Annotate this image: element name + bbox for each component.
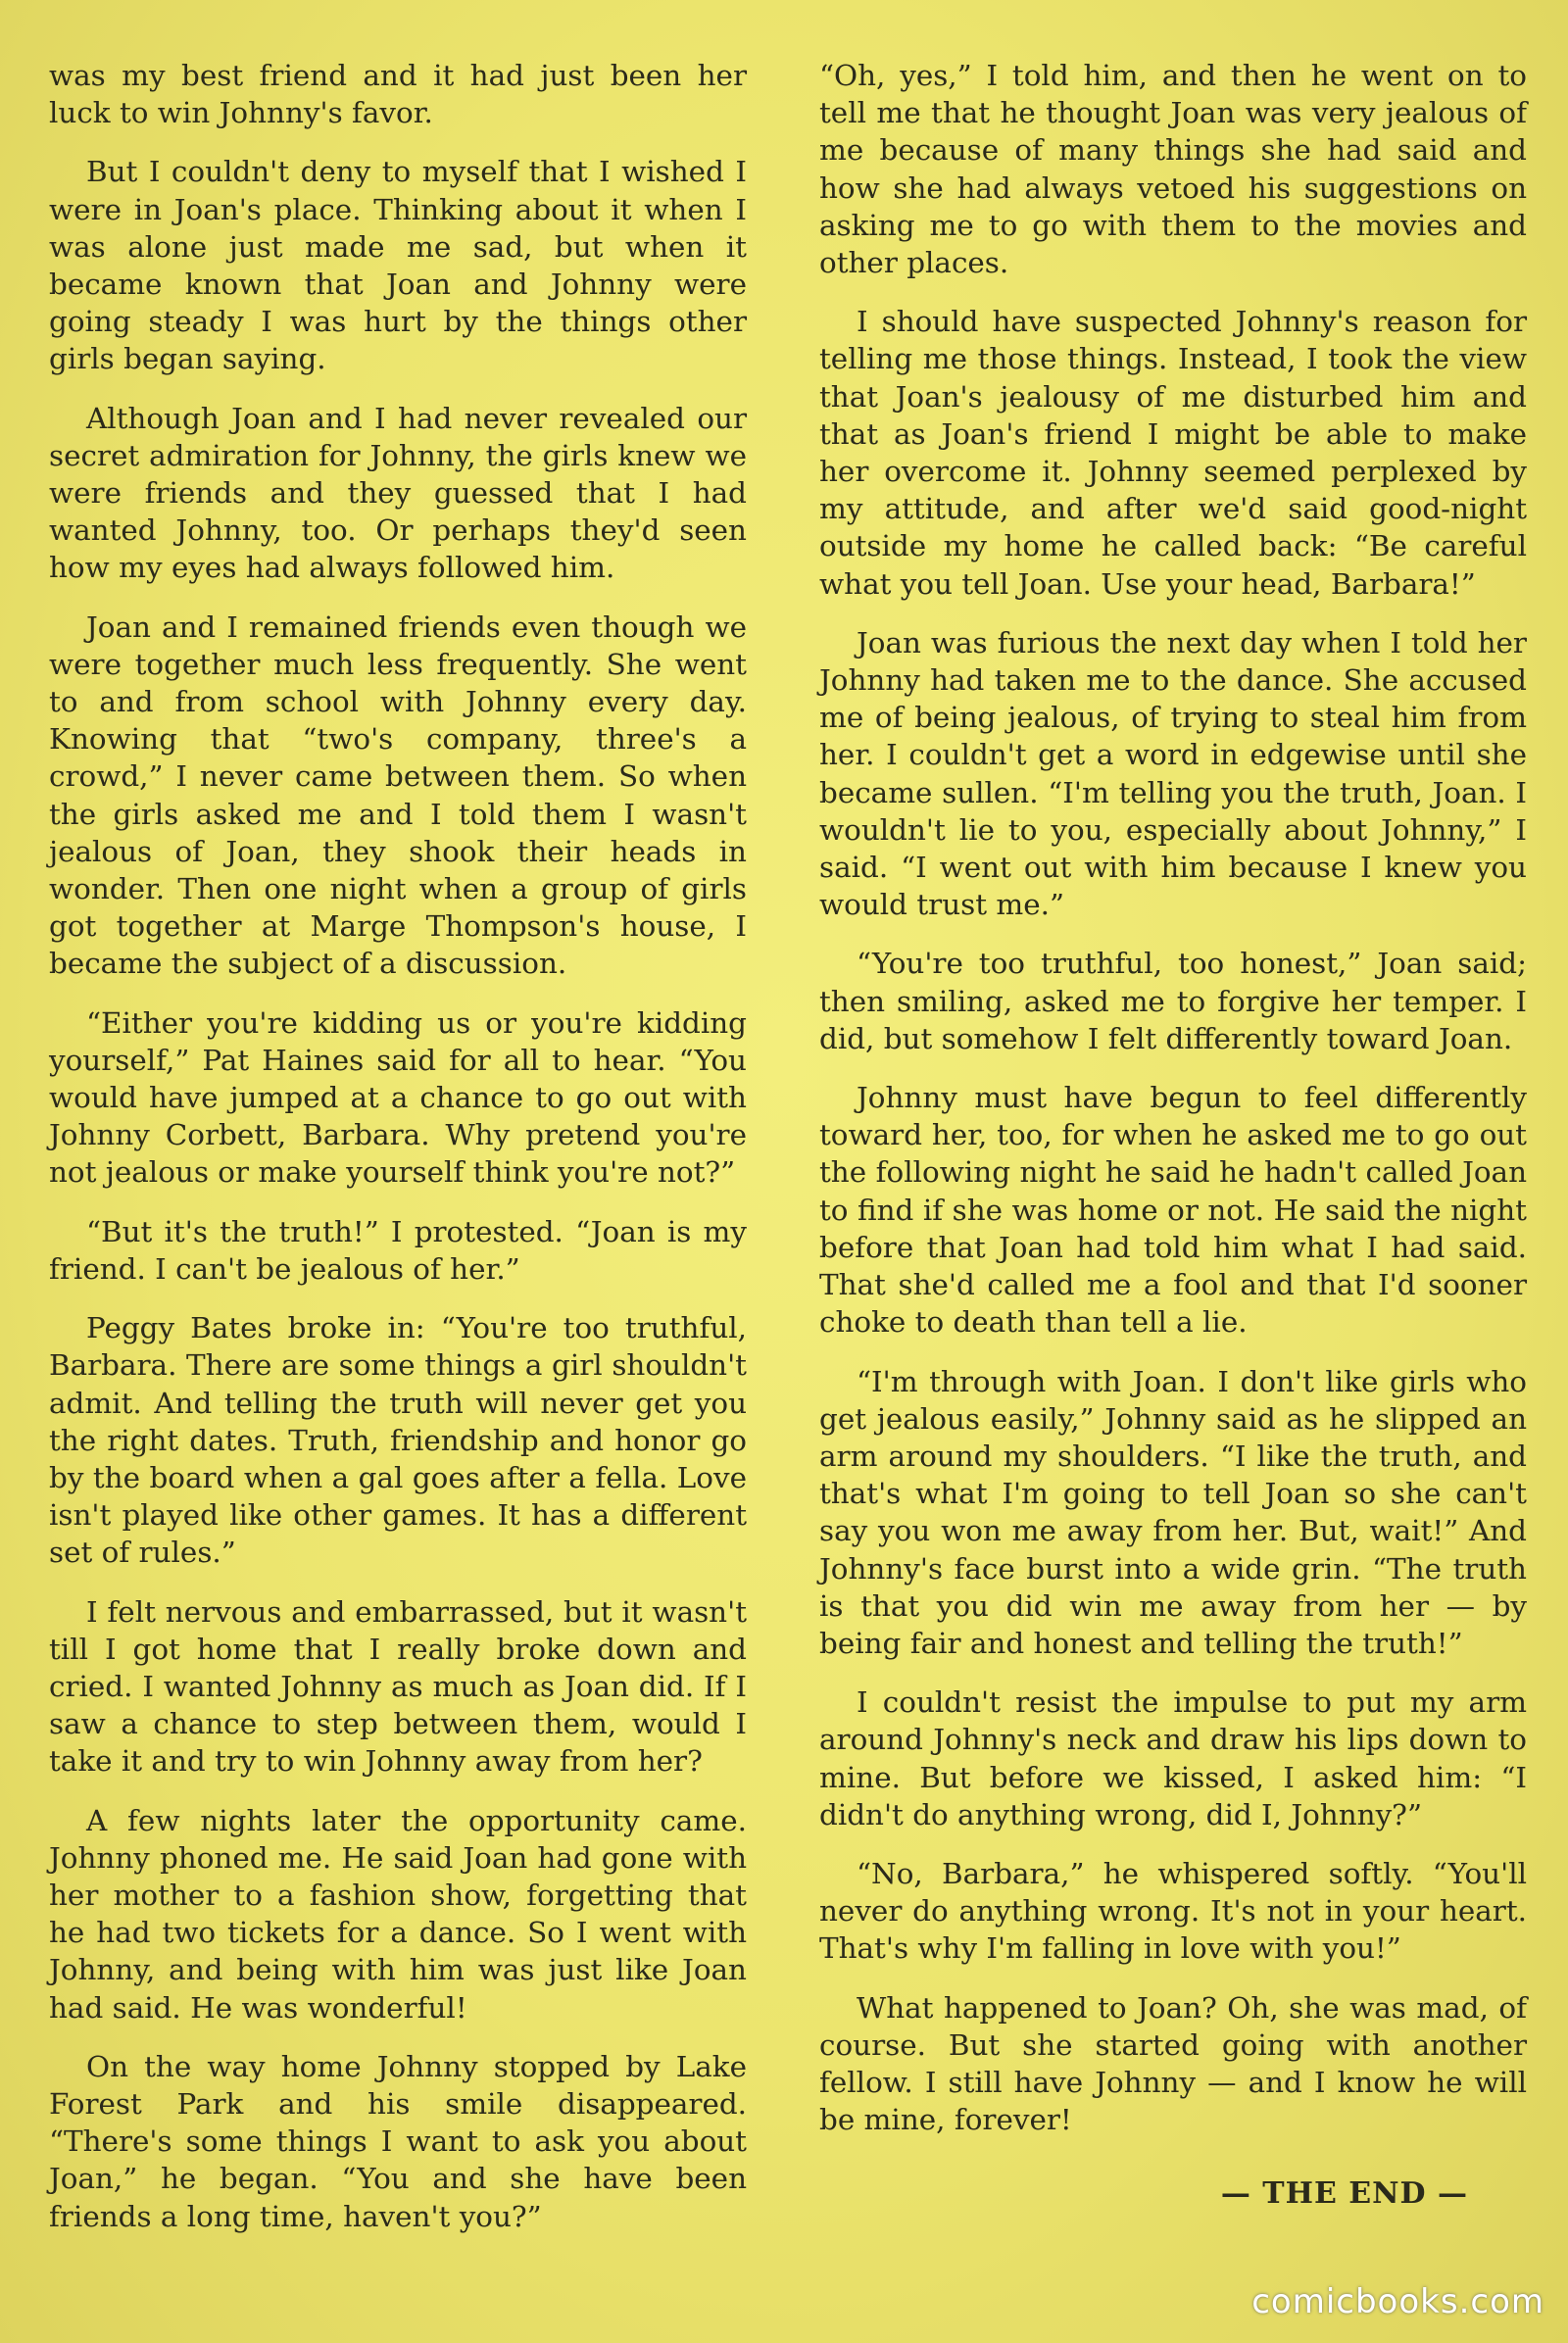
- paragraph: What happened to Joan? Oh, she was mad, of course. But she started going with another fellow. I still have Johnny — and I know he will be mine, forever!: [819, 1990, 1527, 2137]
- the-end-label: — THE END —: [1220, 2176, 1468, 2212]
- paragraph: I should have suspected Johnny's reason for telling me those things. Instead, I took the view that Joan's jealousy of me disturbed him and that as Joan's friend I might be able to make her overcome it. Johnny seemed perplexed by my attitude, and after we'd said good-night outside my home he called back: “Be careful what you tell Joan. Use your head, Barbara!”: [819, 305, 1527, 601]
- paragraph: “No, Barbara,” he whispered softly. “You'll never do anything wrong. It's not in your heart. That's why I'm falling in love with you!”: [819, 1856, 1527, 1966]
- paragraph: “Oh, yes,” I told him, and then he went on to tell me that he thought Joan was very jealous of me because of many things she had said and how she had always vetoed his suggestions on asking me to go with them to the movies and other places.: [819, 59, 1527, 280]
- paragraph: On the way home Johnny stopped by Lake Forest Park and his smile disappeared. “There's some things I want to ask you about Joan,” he began. “You and she have been friends a long time, haven't you?”: [49, 2049, 747, 2233]
- paragraph: A few nights later the opportunity came. Johnny phoned me. He said Joan had gone with her mother to a fashion show, forgetting that he had two tickets for a dance. So I went with Johnny, and being with him was just like Joan had said. He was wonderful!: [49, 1803, 747, 2025]
- paragraph: Johnny must have begun to feel differently toward her, too, for when he asked me to go out the following night he said he hadn't called Joan to find if she was home or not. He said the night before that Joan had told him what I had said. That she'd called me a fool and that I'd sooner choke to death than tell a lie.: [819, 1081, 1527, 1340]
- paragraph: I couldn't resist the impulse to put my arm around Johnny's neck and draw his lips down to mine. But before we kissed, I asked him: “I didn't do anything wrong, did I, Johnny?”: [819, 1685, 1527, 1831]
- paragraph: was my best friend and it had just been her luck to win Johnny's favor.: [49, 59, 747, 130]
- paragraph: “But it's the truth!” I protested. “Joan is my friend. I can't be jealous of her.”: [49, 1214, 747, 1286]
- paragraph: Joan was furious the next day when I told her Johnny had taken me to the dance. She accused me of being jealous, of trying to steal him from her. I couldn't get a word in edgewise until she became sullen. “I'm telling you the truth, Joan. I wouldn't lie to you, especially about Johnny,” I said. “I went out with him because I knew you would trust me.”: [819, 625, 1527, 922]
- paragraph: But I couldn't deny to myself that I wished I were in Joan's place. Thinking about it when I was alone just made me sad, but when it became known that Joan and Johnny were going steady I was hurt by the things other girls began saying.: [49, 155, 747, 376]
- paragraph: Although Joan and I had never revealed our secret admiration for Johnny, the girls knew we were friends and they guessed that I had wanted Johnny, too. Or perhaps they'd seen how my eyes had always followed him.: [49, 401, 747, 585]
- site-watermark: comicbooks.com: [1251, 2282, 1544, 2321]
- paragraph: Peggy Bates broke in: “You're too truthful, Barbara. There are some things a girl shouldn't admit. And telling the truth will never get you the right dates. Truth, friendship and honor go by the board when a gal goes after a fella. Love isn't played like other games. It has a different set of rules.”: [49, 1311, 747, 1570]
- right-text-column: [819, 57, 1527, 2214]
- paragraph: “I'm through with Joan. I don't like girls who get jealous easily,” Johnny said as he slipped an arm around my shoulders. “I like the truth, and that's what I'm going to tell Joan so she can't say you won me away from her. But, wait!” And Johnny's face burst into a wide grin. “The truth is that you did win me away from her — by being fair and honest and telling the truth!”: [819, 1364, 1527, 1660]
- left-text-column: [49, 57, 747, 2257]
- paragraph: I felt nervous and embarrassed, but it wasn't till I got home that I really broke down and cried. I wanted Johnny as much as Joan did. If I saw a chance to step between them, would I take it and try to win Johnny away from her?: [49, 1594, 747, 1779]
- paragraph: “You're too truthful, too honest,” Joan said; then smiling, asked me to forgive her temper. I did, but somehow I felt differently toward Joan.: [819, 947, 1527, 1055]
- paragraph: Joan and I remained friends even though we were together much less frequently. She went to and from school with Johnny every day. Knowing that “two's company, three's a crowd,” I never came between them. So when the girls asked me and I told them I wasn't jealous of Joan, they shook their heads in wonder. Then one night when a group of girls got together at Marge Thompson's house, I became the subject of a discussion.: [49, 610, 747, 981]
- paragraph: “Either you're kidding us or you're kidding yourself,” Pat Haines said for all to hear. “You would have jumped at a chance to go out with Johnny Corbett, Barbara. Why pretend you're not jealous or make yourself think you're not?”: [49, 1005, 747, 1190]
